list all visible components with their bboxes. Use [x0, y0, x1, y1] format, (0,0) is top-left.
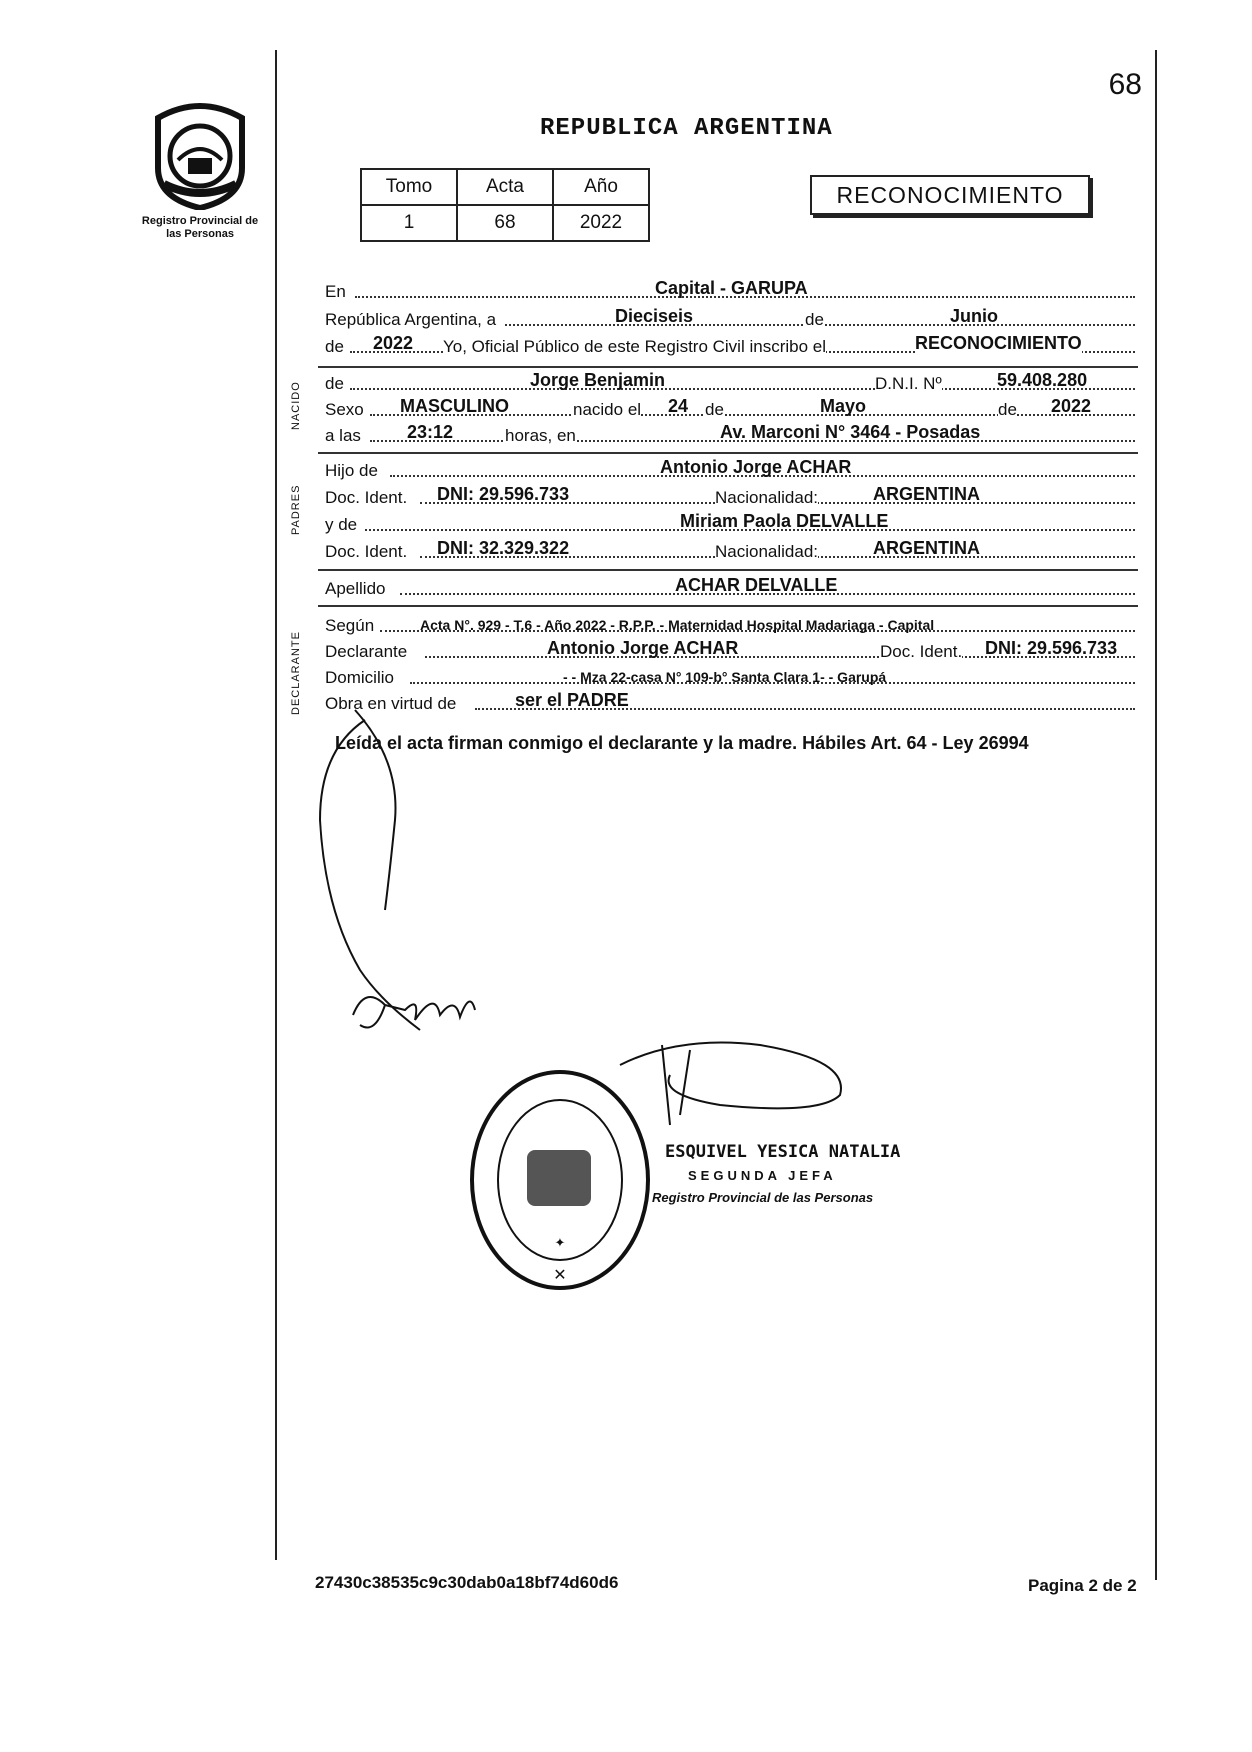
row-declarante	[325, 638, 1135, 664]
dia-value: Dieciseis	[615, 306, 694, 326]
table-header-tomo: Tomo	[361, 169, 457, 205]
domicilio-label: Domicilio	[325, 668, 394, 687]
de-label-4: de	[705, 400, 724, 419]
nacionalidad-label: Nacionalidad:	[715, 488, 819, 507]
doc-label: Doc. Ident.	[325, 488, 408, 507]
nacido-label: nacido el	[573, 400, 642, 419]
row-padre-doc	[325, 484, 1135, 510]
left-margin-line	[275, 50, 277, 1560]
nombre-value: Jorge Benjamin	[530, 370, 666, 390]
dni-label: D.N.I. Nº	[875, 374, 942, 393]
apellido-value: ACHAR DELVALLE	[675, 575, 838, 595]
anio-inscripcion: 2022	[373, 333, 414, 353]
official-seal	[465, 1065, 655, 1295]
misiones-emblem-icon	[148, 98, 252, 210]
acta-value: 68	[457, 205, 553, 241]
republica-label: República Argentina, a	[325, 310, 497, 329]
closing-note: Leída el acta firman conmigo el declarante y la madre. Hábiles Art. 64 - Ley 26994	[335, 733, 1029, 753]
de-label: de	[805, 310, 824, 329]
sexo-value: MASCULINO	[400, 396, 509, 416]
nac-mes-value: Mayo	[820, 396, 867, 416]
nacionalidad-label-2: Nacionalidad:	[715, 542, 819, 561]
decl-doc-label: Doc. Ident.	[880, 642, 963, 661]
hora-value: 23:12	[407, 422, 454, 442]
en-label: En	[325, 282, 346, 301]
act-type-box: RECONOCIMIENTO	[810, 175, 1090, 215]
en-value: Capital - GARUPA	[655, 278, 808, 298]
domicilio-value: - - Mza 22-casa N° 109-b° Santa Clara 1- - Garupá	[563, 669, 887, 685]
segun-label: Según	[325, 616, 375, 635]
obra-label: Obra en virtud de	[325, 694, 457, 713]
svg-text:✕: ✕	[553, 1265, 567, 1284]
registro-logo	[140, 98, 260, 241]
de-label-2: de	[325, 337, 344, 356]
padre-value: Antonio Jorge ACHAR	[660, 457, 852, 477]
section-label-nacido: NACIDO	[290, 381, 302, 430]
row-en	[325, 278, 1135, 304]
padre-nac-value: ARGENTINA	[873, 484, 980, 504]
table-header-acta: Acta	[457, 169, 553, 205]
tomo-value: 1	[361, 205, 457, 241]
nac-dia-value: 24	[668, 396, 689, 416]
obra-value: ser el PADRE	[515, 690, 629, 710]
anio-value: 2022	[553, 205, 649, 241]
row-hora	[325, 422, 1135, 448]
svg-text:✦: ✦	[554, 1236, 566, 1251]
row-apellido	[325, 575, 1135, 601]
row-segun	[325, 612, 1135, 638]
inscribo-value: RECONOCIMIENTO	[915, 333, 1082, 353]
page-indicator: Pagina 2 de 2	[1028, 1576, 1137, 1595]
de-label-5: de	[998, 400, 1017, 419]
segun-value: Acta N°. 929 - T.6 - Año 2022 - R.P.P. - Maternidad Hospital Madariaga - Capital	[420, 617, 935, 633]
oficial-name: ESQUIVEL YESICA NATALIA	[665, 1142, 901, 1162]
row-madre	[325, 511, 1135, 537]
oficial-text: Yo, Oficial Público de este Registro Civil inscribo el	[443, 337, 826, 356]
mes-value: Junio	[950, 306, 998, 326]
horas-label: horas, en	[505, 426, 576, 445]
decl-doc-value: DNI: 29.596.733	[985, 638, 1118, 658]
madre-doc-value: DNI: 32.329.322	[437, 538, 570, 558]
doc-label-2: Doc. Ident.	[325, 542, 408, 561]
row-padre	[325, 457, 1135, 483]
sexo-label: Sexo	[325, 400, 364, 419]
madre-signature	[345, 975, 485, 1045]
de-label-3: de	[325, 374, 344, 393]
row-sexo	[325, 396, 1135, 422]
alas-label: a las	[325, 426, 361, 445]
registro-label: Registro Provincial de las Personas	[141, 215, 259, 240]
oficial-org: Registro Provincial de las Personas	[652, 1190, 874, 1205]
right-margin-line	[1155, 50, 1157, 1580]
document-title: REPUBLICA ARGENTINA	[540, 115, 833, 142]
hijo-label: Hijo de	[325, 461, 378, 480]
acta-table	[360, 168, 650, 242]
dni-value: 59.408.280	[997, 370, 1088, 390]
oficial-role: SEGUNDA JEFA	[688, 1168, 837, 1183]
padre-doc-value: DNI: 29.596.733	[437, 484, 570, 504]
apellido-label: Apellido	[325, 579, 386, 598]
declarante-value: Antonio Jorge ACHAR	[547, 638, 739, 658]
yde-label: y de	[325, 515, 358, 534]
madre-value: Miriam Paola DELVALLE	[680, 511, 889, 531]
row-domicilio	[325, 664, 1135, 690]
row-inscribo	[325, 333, 1135, 359]
section-label-declarante: DECLARANTE	[290, 631, 302, 715]
document-hash: 27430c38535c9c30dab0a18bf74d60d6	[315, 1573, 619, 1592]
row-nombre	[325, 370, 1135, 396]
declarante-label: Declarante	[325, 642, 408, 661]
section-label-padres: PADRES	[290, 484, 302, 535]
row-madre-doc	[325, 538, 1135, 564]
page-number: 68	[1108, 68, 1142, 101]
lugar-value: Av. Marconi N° 3464 - Posadas	[720, 422, 981, 442]
table-header-anio: Año	[553, 169, 649, 205]
row-fecha	[325, 306, 1135, 332]
nac-anio-value: 2022	[1051, 396, 1092, 416]
madre-nac-value: ARGENTINA	[873, 538, 980, 558]
